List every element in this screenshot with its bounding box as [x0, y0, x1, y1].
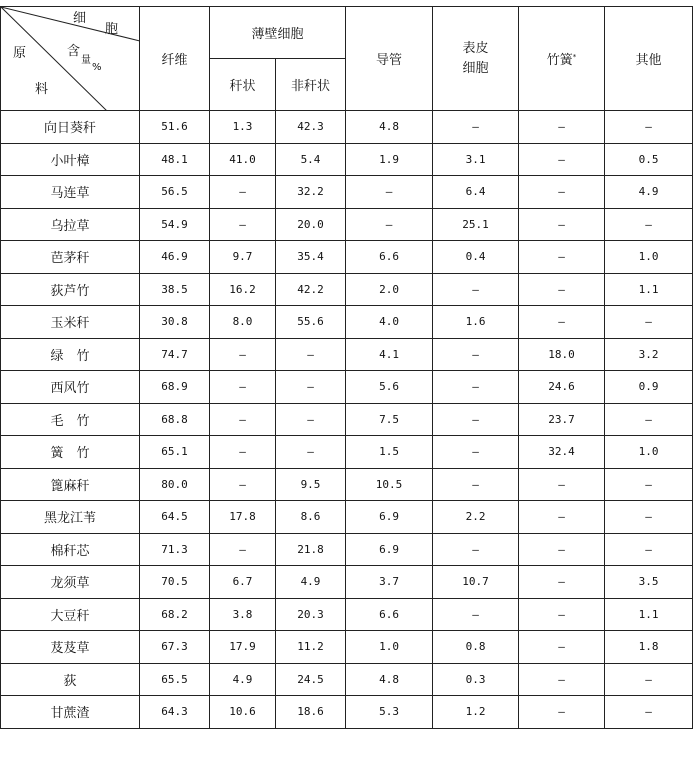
material-name-cell: 小叶樟 — [1, 143, 140, 176]
parenchyma-rod-cell: — — [210, 403, 276, 436]
epidermis-cell: 0.4 — [433, 241, 519, 274]
material-name-cell: 大豆秆 — [1, 598, 140, 631]
fiber-cell: 51.6 — [140, 111, 210, 144]
vessel-cell: 6.6 — [346, 241, 433, 274]
header-fiber: 纤维 — [140, 7, 210, 111]
corner-label-yuan: 原 — [13, 46, 27, 61]
bamboo-sheath-cell: — — [519, 631, 605, 664]
bamboo-sheath-cell: — — [519, 566, 605, 599]
corner-label-liang: 量 — [81, 55, 91, 66]
vessel-cell: 1.9 — [346, 143, 433, 176]
other-cell: — — [605, 306, 693, 339]
fiber-cell: 46.9 — [140, 241, 210, 274]
table-row — [1, 176, 693, 209]
material-name-cell: 篦麻秆 — [1, 468, 140, 501]
epidermis-cell: — — [433, 371, 519, 404]
parenchyma-nonrod-cell: 9.5 — [276, 468, 346, 501]
parenchyma-rod-cell: 17.8 — [210, 501, 276, 534]
table-row — [1, 241, 693, 274]
material-name-cell: 玉米秆 — [1, 306, 140, 339]
parenchyma-rod-cell: 17.9 — [210, 631, 276, 664]
fiber-cell: 68.8 — [140, 403, 210, 436]
bamboo-sheath-cell: — — [519, 273, 605, 306]
parenchyma-rod-cell: — — [210, 176, 276, 209]
table-row — [1, 696, 693, 729]
vessel-cell: 5.6 — [346, 371, 433, 404]
table-row — [1, 371, 693, 404]
table-row — [1, 338, 693, 371]
table-row — [1, 533, 693, 566]
corner-label-bao: 胞 — [105, 22, 119, 37]
table-row — [1, 663, 693, 696]
bamboo-sheath-cell: — — [519, 111, 605, 144]
other-cell: — — [605, 208, 693, 241]
epidermis-cell: — — [433, 403, 519, 436]
fiber-cell: 70.5 — [140, 566, 210, 599]
parenchyma-nonrod-cell: 24.5 — [276, 663, 346, 696]
other-cell: 0.9 — [605, 371, 693, 404]
parenchyma-rod-cell: — — [210, 208, 276, 241]
bamboo-sheath-cell: 18.0 — [519, 338, 605, 371]
parenchyma-nonrod-cell: 42.2 — [276, 273, 346, 306]
other-cell: — — [605, 111, 693, 144]
header-other: 其他 — [605, 7, 693, 111]
material-name-cell: 马连草 — [1, 176, 140, 209]
material-name-cell: 甘蔗渣 — [1, 696, 140, 729]
parenchyma-nonrod-cell: 21.8 — [276, 533, 346, 566]
bamboo-sheath-cell: — — [519, 663, 605, 696]
header-parenchyma-nonrod: 非秆状 — [276, 59, 346, 111]
parenchyma-nonrod-cell: 32.2 — [276, 176, 346, 209]
fiber-cell: 48.1 — [140, 143, 210, 176]
table-row — [1, 306, 693, 339]
material-name-cell: 黑龙江苇 — [1, 501, 140, 534]
fiber-cell: 65.1 — [140, 436, 210, 469]
header-bamboo-sheath-label: 竹簧 — [546, 53, 573, 68]
fiber-cell: 74.7 — [140, 338, 210, 371]
other-cell: 1.1 — [605, 598, 693, 631]
parenchyma-nonrod-cell: 8.6 — [276, 501, 346, 534]
corner-label-xi: 细 — [73, 11, 87, 26]
header-parenchyma: 薄壁细胞 — [210, 7, 346, 59]
other-cell: 1.0 — [605, 436, 693, 469]
parenchyma-nonrod-cell: — — [276, 403, 346, 436]
bamboo-sheath-cell: — — [519, 306, 605, 339]
parenchyma-nonrod-cell: 4.9 — [276, 566, 346, 599]
parenchyma-nonrod-cell: 20.0 — [276, 208, 346, 241]
other-cell: 3.5 — [605, 566, 693, 599]
fiber-cell: 80.0 — [140, 468, 210, 501]
epidermis-cell: — — [433, 111, 519, 144]
parenchyma-rod-cell: — — [210, 338, 276, 371]
vessel-cell: 1.5 — [346, 436, 433, 469]
header-parenchyma-rod: 秆状 — [210, 59, 276, 111]
material-name-cell: 荻芦竹 — [1, 273, 140, 306]
material-name-cell: 向日葵秆 — [1, 111, 140, 144]
epidermis-cell: — — [433, 468, 519, 501]
bamboo-sheath-cell: — — [519, 143, 605, 176]
vessel-cell: 7.5 — [346, 403, 433, 436]
epidermis-cell: — — [433, 533, 519, 566]
parenchyma-nonrod-cell: 55.6 — [276, 306, 346, 339]
table-row — [1, 566, 693, 599]
other-cell: 4.9 — [605, 176, 693, 209]
vessel-cell: 4.1 — [346, 338, 433, 371]
vessel-cell: 10.5 — [346, 468, 433, 501]
header-bamboo-sheath-footnote-mark: * — [572, 53, 577, 61]
vessel-cell: 5.3 — [346, 696, 433, 729]
bamboo-sheath-cell: 24.6 — [519, 371, 605, 404]
table-row — [1, 631, 693, 664]
bamboo-sheath-cell: — — [519, 176, 605, 209]
table-row — [1, 111, 693, 144]
bamboo-sheath-cell: — — [519, 598, 605, 631]
parenchyma-rod-cell: 3.8 — [210, 598, 276, 631]
bamboo-sheath-cell: — — [519, 533, 605, 566]
parenchyma-rod-cell: 8.0 — [210, 306, 276, 339]
material-name-cell: 龙须草 — [1, 566, 140, 599]
other-cell: — — [605, 468, 693, 501]
epidermis-cell: 0.8 — [433, 631, 519, 664]
corner-label-han: 含 — [67, 44, 81, 59]
parenchyma-nonrod-cell: 18.6 — [276, 696, 346, 729]
vessel-cell: 3.7 — [346, 566, 433, 599]
header-vessel: 导管 — [346, 7, 433, 111]
parenchyma-nonrod-cell: — — [276, 338, 346, 371]
parenchyma-nonrod-cell: 11.2 — [276, 631, 346, 664]
table-row — [1, 436, 693, 469]
corner-label-percent: % — [92, 62, 102, 73]
epidermis-cell: 6.4 — [433, 176, 519, 209]
fiber-cell: 30.8 — [140, 306, 210, 339]
other-cell: 1.8 — [605, 631, 693, 664]
other-cell: — — [605, 663, 693, 696]
corner-label-liao: 料 — [35, 82, 49, 97]
fiber-cell: 64.3 — [140, 696, 210, 729]
material-name-cell: 芭茅秆 — [1, 241, 140, 274]
bamboo-sheath-cell: — — [519, 468, 605, 501]
parenchyma-nonrod-cell: 42.3 — [276, 111, 346, 144]
parenchyma-nonrod-cell: — — [276, 436, 346, 469]
epidermis-cell: 1.6 — [433, 306, 519, 339]
table-row — [1, 501, 693, 534]
parenchyma-nonrod-cell: 5.4 — [276, 143, 346, 176]
material-name-cell: 乌拉草 — [1, 208, 140, 241]
fiber-cell: 54.9 — [140, 208, 210, 241]
fiber-cell: 56.5 — [140, 176, 210, 209]
parenchyma-rod-cell: 1.3 — [210, 111, 276, 144]
other-cell: 0.5 — [605, 143, 693, 176]
vessel-cell: 2.0 — [346, 273, 433, 306]
other-cell: — — [605, 533, 693, 566]
parenchyma-rod-cell: — — [210, 468, 276, 501]
vessel-cell: 1.0 — [346, 631, 433, 664]
vessel-cell: — — [346, 208, 433, 241]
material-name-cell: 绿 竹 — [1, 338, 140, 371]
other-cell: — — [605, 403, 693, 436]
epidermis-cell: 3.1 — [433, 143, 519, 176]
material-name-cell: 棉秆芯 — [1, 533, 140, 566]
header-epidermis-line1: 表皮 — [462, 40, 489, 56]
fiber-cell: 71.3 — [140, 533, 210, 566]
epidermis-cell: 0.3 — [433, 663, 519, 696]
vessel-cell: 6.6 — [346, 598, 433, 631]
table-row — [1, 403, 693, 436]
fiber-cell: 65.5 — [140, 663, 210, 696]
parenchyma-nonrod-cell: 35.4 — [276, 241, 346, 274]
parenchyma-rod-cell: — — [210, 371, 276, 404]
parenchyma-rod-cell: — — [210, 533, 276, 566]
fiber-cell: 68.2 — [140, 598, 210, 631]
material-name-cell: 毛 竹 — [1, 403, 140, 436]
corner-header — [1, 7, 140, 111]
epidermis-cell: — — [433, 436, 519, 469]
bamboo-sheath-cell: — — [519, 501, 605, 534]
table-row — [1, 143, 693, 176]
parenchyma-rod-cell: 10.6 — [210, 696, 276, 729]
parenchyma-rod-cell: — — [210, 436, 276, 469]
header-epidermis-line2: 细胞 — [462, 60, 489, 76]
parenchyma-rod-cell: 16.2 — [210, 273, 276, 306]
header-epidermis — [433, 7, 519, 111]
parenchyma-rod-cell: 4.9 — [210, 663, 276, 696]
bamboo-sheath-cell: 32.4 — [519, 436, 605, 469]
parenchyma-nonrod-cell: — — [276, 371, 346, 404]
epidermis-cell: — — [433, 598, 519, 631]
vessel-cell: 4.8 — [346, 111, 433, 144]
fiber-cell: 67.3 — [140, 631, 210, 664]
fiber-cell: 64.5 — [140, 501, 210, 534]
other-cell: — — [605, 696, 693, 729]
table-row — [1, 468, 693, 501]
parenchyma-rod-cell: 9.7 — [210, 241, 276, 274]
vessel-cell: 4.0 — [346, 306, 433, 339]
other-cell: 1.1 — [605, 273, 693, 306]
epidermis-cell: 2.2 — [433, 501, 519, 534]
bamboo-sheath-cell: — — [519, 208, 605, 241]
material-name-cell: 簧 竹 — [1, 436, 140, 469]
parenchyma-rod-cell: 41.0 — [210, 143, 276, 176]
epidermis-cell: 10.7 — [433, 566, 519, 599]
vessel-cell: 6.9 — [346, 533, 433, 566]
header-bamboo-sheath — [519, 7, 605, 111]
table-row — [1, 208, 693, 241]
fiber-cell: 38.5 — [140, 273, 210, 306]
epidermis-cell: — — [433, 338, 519, 371]
epidermis-cell: — — [433, 273, 519, 306]
material-name-cell: 荻 — [1, 663, 140, 696]
epidermis-cell: 25.1 — [433, 208, 519, 241]
other-cell: — — [605, 501, 693, 534]
cell-content-table — [0, 6, 693, 729]
vessel-cell: — — [346, 176, 433, 209]
bamboo-sheath-cell: — — [519, 241, 605, 274]
bamboo-sheath-cell: 23.7 — [519, 403, 605, 436]
vessel-cell: 4.8 — [346, 663, 433, 696]
material-name-cell: 西风竹 — [1, 371, 140, 404]
vessel-cell: 6.9 — [346, 501, 433, 534]
fiber-cell: 68.9 — [140, 371, 210, 404]
material-name-cell: 芨芨草 — [1, 631, 140, 664]
parenchyma-nonrod-cell: 20.3 — [276, 598, 346, 631]
table-row — [1, 598, 693, 631]
parenchyma-rod-cell: 6.7 — [210, 566, 276, 599]
epidermis-cell: 1.2 — [433, 696, 519, 729]
table-row — [1, 273, 693, 306]
other-cell: 1.0 — [605, 241, 693, 274]
other-cell: 3.2 — [605, 338, 693, 371]
table-body — [1, 111, 693, 729]
bamboo-sheath-cell: — — [519, 696, 605, 729]
